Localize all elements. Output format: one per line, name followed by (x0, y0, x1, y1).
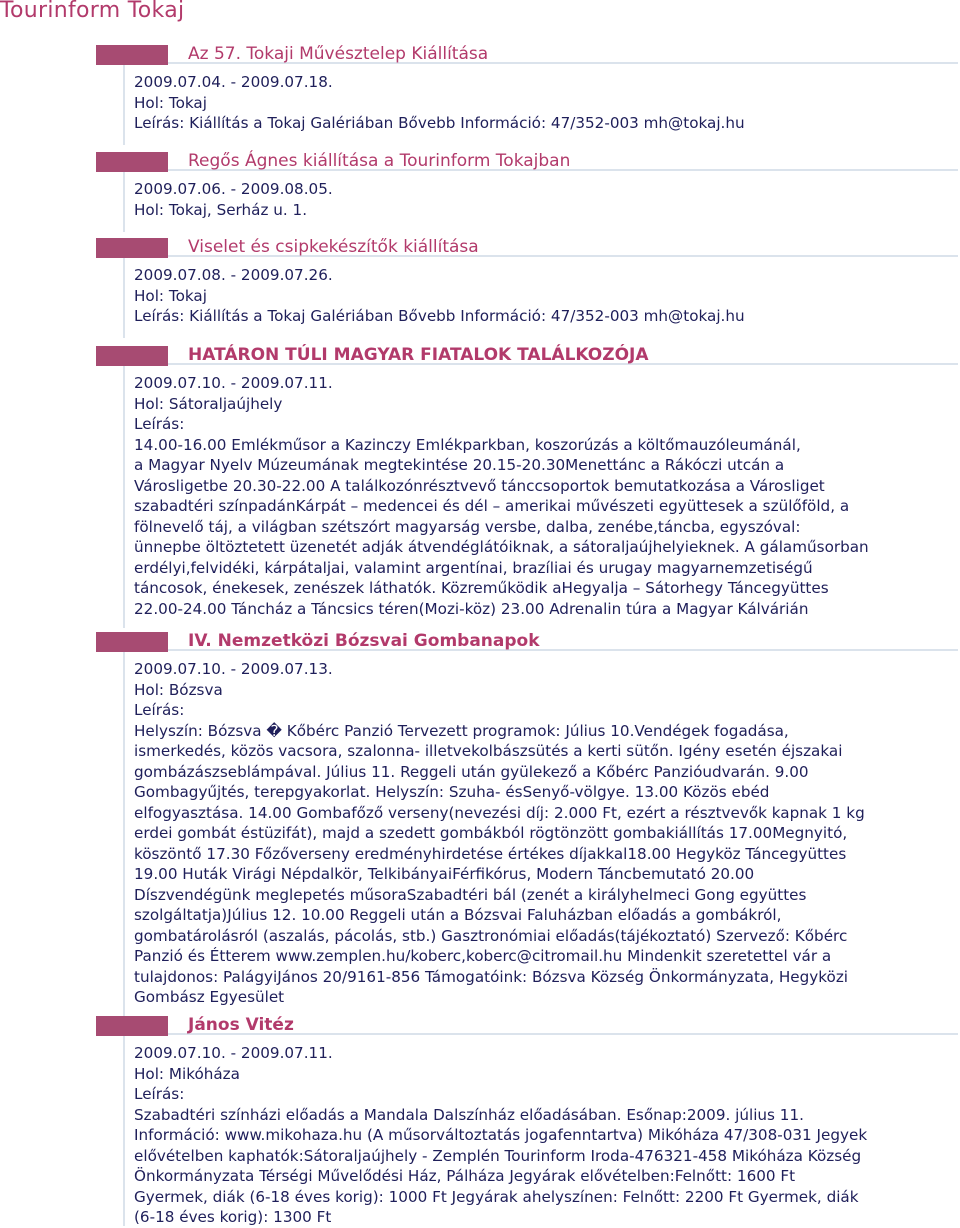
event-place: Hol: Tokaj (134, 93, 207, 112)
event-place: Hol: Tokaj (134, 286, 207, 305)
event-bar (96, 632, 168, 652)
event-bar (96, 45, 168, 65)
event-rule (123, 652, 125, 1018)
event-title: Az 57. Tokaji Művésztelep Kiállítása (188, 44, 489, 64)
event-title: Viselet és csipkekészítők kiállítása (188, 237, 479, 257)
event-title: IV. Nemzetközi Bózsvai Gombanapok (188, 631, 540, 651)
event-bar (96, 346, 168, 366)
event-date: 2009.07.10. - 2009.07.11. (134, 374, 333, 392)
event-description-label: Leírás: (134, 1085, 185, 1103)
site-title: Tourinform Tokaj (0, 0, 185, 23)
event-description-label: Leírás: (134, 701, 185, 719)
event-description: Helyszín: Bózsva � Kőbérc Panzió Tervezett programok: Július 10.Vendégek fogadása, ismerkedés, közös vacsora, szalonna- illetvekolbászsütés a kerti sütőn. Igény esetén éjszakai gombázászseblámpával. Július 11. Reggeli után gyülekező a Kőbérc Panzióudvarán. 9.00 Gombagyűjtés, terepgyakorlat. Helyszín: Szuha- ésSenyő-völgye. 13.00 Közös ebéd elfogyasztása. 14.00 Gombafőző verseny(nevezési díj: 2.000 Ft, ezért a résztvevők kapnak 1 kg erdei gombát éstüzifát), majd a szedett gombákból rögtönzött gombakiállítás 17.00Megnyitó, köszöntő 17.30 Főzőverseny eredményhirdetése értékes díjakkal18.00 Hegyköz Táncegyüttes 19.00 Huták Virági Népdalkör, TelkibányaiFérfikórus, Modern Táncbemutató 20.00 Díszvendégünk meglepetés műsoraSzabadtéri bál (zenét a királyhelmeci Gong együttes szolgáltatja)Július 12. 10.00 Reggeli után a Bózsvai Faluházban előadás a gombákról, gombatárolásról (aszalás, pácolás, stb.) Gasztronómiai előadás(tájékoztató) Szervező: Kőbérc Panzió és Étterem www.zemplen.hu/koberc,koberc@citromail.hu Mindenkit szeretettel vár a tulajdonos: PalágyiJános 20/9161-856 Támogatóink: Bózsva Község Önkormányzata, Hegyközi Gombász Egyesület (134, 721, 865, 1006)
event-rule (123, 65, 125, 145)
event-title: János Vitéz (188, 1015, 294, 1035)
event-bar (96, 238, 168, 258)
event-title: HATÁRON TÚLI MAGYAR FIATALOK TALÁLKOZÓJA (188, 345, 649, 365)
event-rule (123, 172, 125, 232)
event-rule (123, 366, 125, 628)
event-description: 14.00-16.00 Emlékműsor a Kazinczy Emlékparkban, koszorúzás a költőmauzóleumánál, a Magyar Nyelv Múzeumának megtekintése 20.15-20.30Menettánc a Rákóczi utcán a Városligetbe 20.30-22.00 A találkozónrésztvevő tánccsoportok bemutatkozása a Városliget szabadtéri színpadánKárpát – medencei és dél – amerikai művészeti együttesek a szülőföld, a fölnevelő táj, a világban szétszórt magyarság versbe, dalba, zenébe,táncba, egyszóval: ünnepbe öltöztetett üzenetét adják átvendéglátóiknak, a sátoraljaújhelyieknek. A gálaműsorban erdélyi,felvidéki, kárpátaljai, valamint argentínai, brazíliai és urugay magyarnemzetiségű táncosok, énekesek, zenészek láthatók. Közreműködik aHegyalja – Sátorhegy Táncegyüttes 22.00-24.00 Táncház a Táncsics téren(Mozi-köz) 23.00 Adrenalin túra a Magyar Kálvárián (134, 435, 869, 618)
event-date: 2009.07.04. - 2009.07.18. (134, 73, 333, 91)
event-bar (96, 1016, 168, 1036)
event-rule (123, 1036, 125, 1226)
event-bar (96, 152, 168, 172)
event-date: 2009.07.06. - 2009.08.05. (134, 180, 333, 198)
event-description: Szabadtéri színházi előadás a Mandala Dalszínház előadásában. Esőnap:2009. július 11. Információ: www.mikohaza.hu (A műsorváltoztatás jogafenntartva) Mikóháza 47/308-031 Jegyek elővételben kaphatók:Sátoraljaújhely - Zemplén Tourinform Iroda-476321-458 Mikóháza Község Önkormányzata Térségi Művelődési Ház, Pálháza Jegyárak elővételben:Felnőtt: 1600 Ft Gyermek, diák (6-18 éves korig): 1000 Ft Jegyárak ahelyszínen: Felnőtt: 2200 Ft Gyermek, diák (6-18 éves korig): 1300 Ft (134, 1105, 868, 1226)
event-place: Hol: Bózsva (134, 680, 223, 699)
event-place: Hol: Mikóháza (134, 1064, 240, 1083)
event-title: Regős Ágnes kiállítása a Tourinform Tokajban (188, 151, 571, 171)
event-date: 2009.07.08. - 2009.07.26. (134, 266, 333, 284)
event-place: Hol: Tokaj, Serház u. 1. (134, 200, 308, 219)
event-rule (123, 258, 125, 338)
event-description: Leírás: Kiállítás a Tokaj Galériában Bővebb Információ: 47/352-003 mh@tokaj.hu (134, 114, 745, 132)
event-description-label: Leírás: (134, 415, 185, 433)
event-date: 2009.07.10. - 2009.07.11. (134, 1044, 333, 1062)
event-place: Hol: Sátoraljaújhely (134, 394, 283, 413)
event-date: 2009.07.10. - 2009.07.13. (134, 660, 333, 678)
event-description: Leírás: Kiállítás a Tokaj Galériában Bővebb Információ: 47/352-003 mh@tokaj.hu (134, 307, 745, 325)
